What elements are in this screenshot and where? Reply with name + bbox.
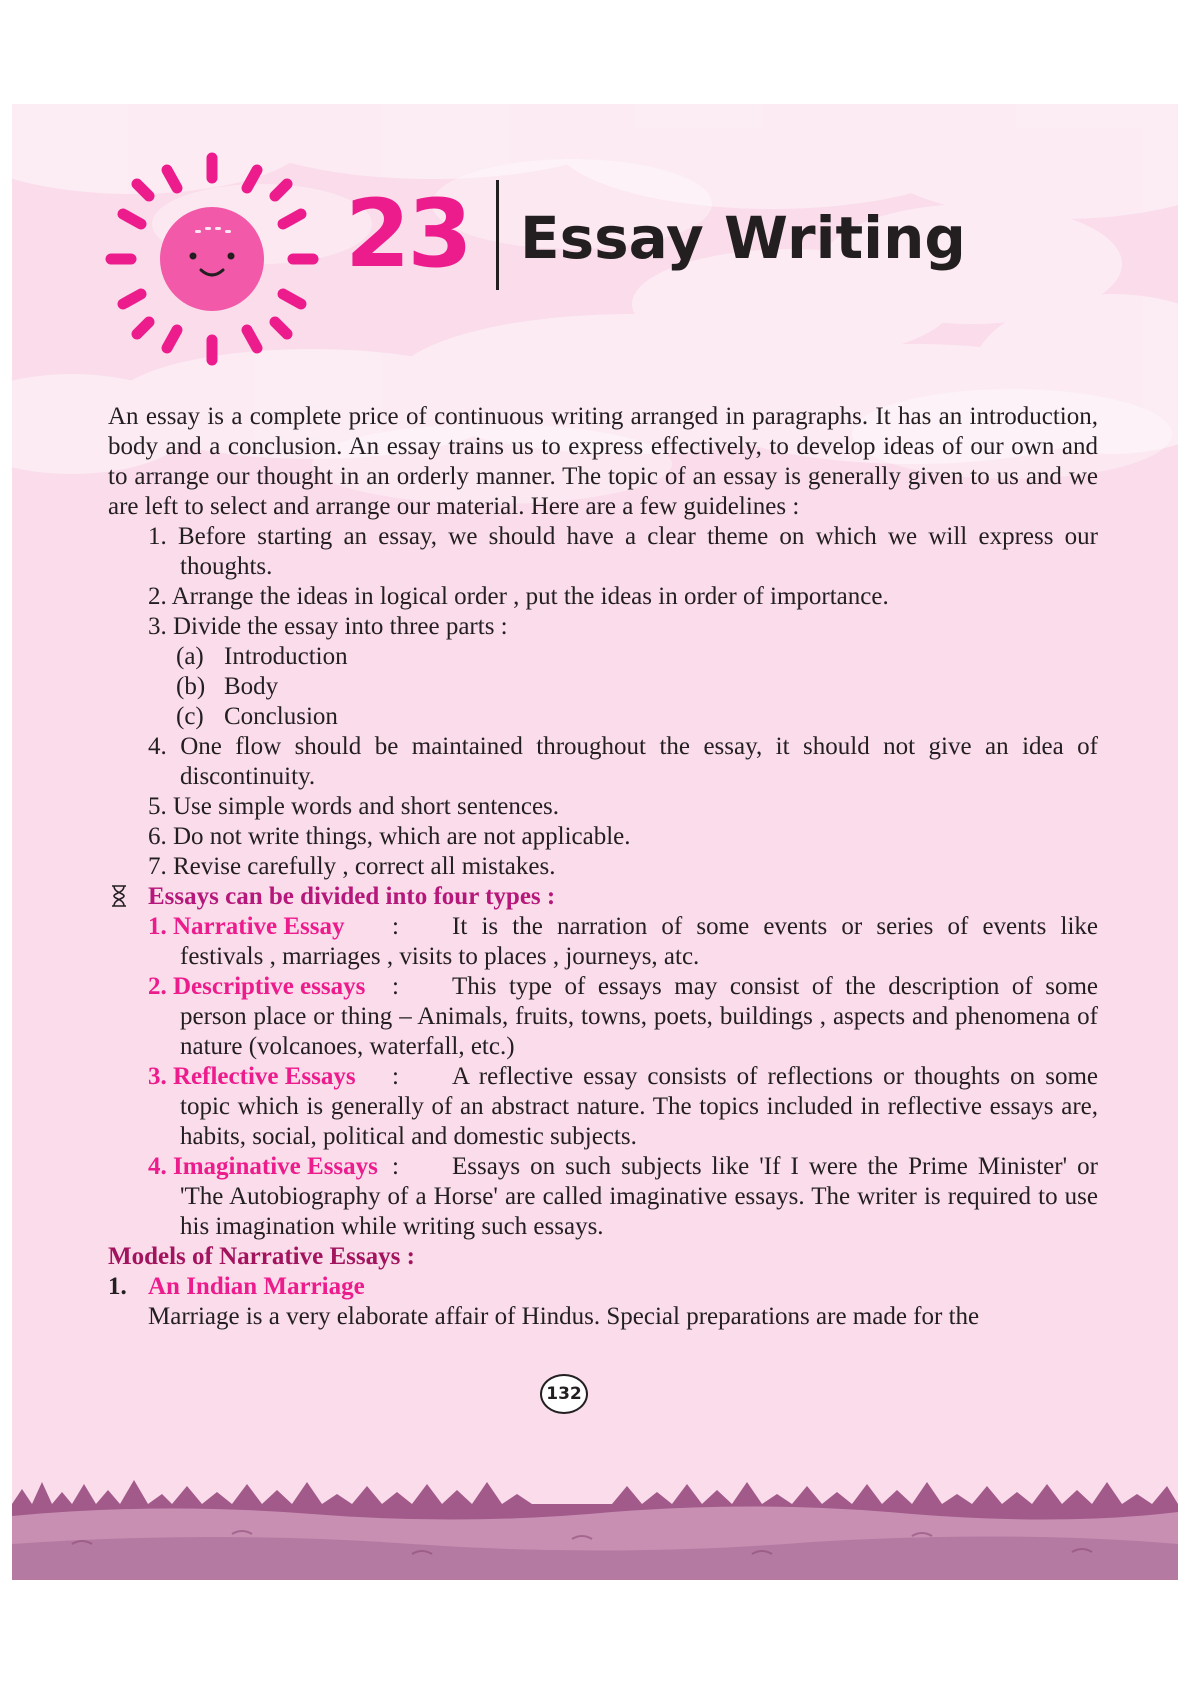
part-tag: (b) [176, 673, 206, 700]
type-name: 3. Reflective Essays [148, 1063, 356, 1090]
models-heading: Models of Narrative Essays : [108, 1243, 415, 1270]
guideline-3: 3. Divide the essay into three parts : [148, 613, 508, 640]
part-text: Conclusion [224, 703, 338, 730]
part-item [108, 642, 1098, 672]
type-colon: : [392, 1153, 399, 1180]
intro-paragraph: An essay is a complete price of continuous writing arranged in paragraphs. It has an introduction, body and a conclusion. An essay trains us to express effectively, to develop ideas of our own and to arrange our thought in an orderly manner. The topic of an essay is generally given to us and we are left to select and arrange our material. Here are a few guidelines : [108, 403, 1098, 520]
title-divider [496, 180, 499, 290]
guideline-5: 5. Use simple words and short sentences. [148, 793, 560, 820]
types-heading [108, 882, 1098, 912]
guideline-2: 2. Arrange the ideas in logical order , put the ideas in order of importance. [148, 583, 889, 610]
type-description: It is the narration of some events or series of events like festivals , marriages , visits to places , journeys, atc. [180, 913, 1098, 970]
type-colon: : [392, 973, 399, 1000]
hourglass-icon [110, 885, 128, 907]
types-heading-text: Essays can be divided into four types : [148, 883, 556, 910]
model-title-text: An Indian Marriage [148, 1273, 365, 1300]
part-tag: (a) [176, 643, 204, 670]
essay-content [108, 402, 1098, 1332]
type-name: 4. Imaginative Essays [148, 1153, 378, 1180]
part-item [108, 672, 1098, 702]
part-text: Body [224, 673, 279, 700]
type-description: A reflective essay consists of reflections or thoughts on some topic which is generally of an abstract nature. The topics included in reflective essays are, habits, social, political and domestic subjects. [180, 1063, 1098, 1150]
type-name: 1. Narrative Essay [148, 913, 345, 940]
forest-landscape [12, 1394, 1178, 1580]
guideline-6: 6. Do not write things, which are not applicable. [148, 823, 631, 850]
type-colon: : [392, 1063, 399, 1090]
guideline-4: 4. One flow should be maintained throughout the essay, it should not give an idea of discontinuity. [148, 733, 1098, 790]
part-item [108, 702, 1098, 732]
type-colon: : [392, 913, 399, 940]
smiling-sun-icon [97, 144, 327, 374]
chapter-title: Essay Writing [520, 204, 966, 272]
type-description: Essays on such subjects like 'If I were the Prime Minister' or 'The Autobiography of a Horse' are called imaginative essays. The writer is required to use his imagination while writing such essays. [180, 1153, 1098, 1240]
model-paragraph: Marriage is a very elaborate affair of Hindus. Special preparations are made for the [148, 1303, 980, 1330]
guideline-7: 7. Revise carefully , correct all mistakes. [148, 853, 556, 880]
essay-type-reflective [108, 1062, 1098, 1152]
guideline-1: 1. Before starting an essay, we should have a clear theme on which we will express our thoughts. [148, 523, 1098, 580]
page-number: 132 [540, 1374, 588, 1414]
page [12, 104, 1178, 1580]
model-title [108, 1272, 1098, 1302]
model-number: 1. [108, 1273, 127, 1300]
part-text: Introduction [224, 643, 348, 670]
type-name: 2. Descriptive essays [148, 973, 366, 1000]
essay-type-imaginative [108, 1152, 1098, 1242]
part-tag: (c) [176, 703, 204, 730]
essay-type-narrative [108, 912, 1098, 972]
chapter-number: 23 [345, 180, 470, 289]
type-description: This type of essays may consist of the description of some person place or thing – Animals, fruits, towns, poets, buildings , aspects and phenomena of nature (volcanoes, waterfall, etc.) [180, 973, 1098, 1060]
essay-type-descriptive [108, 972, 1098, 1062]
